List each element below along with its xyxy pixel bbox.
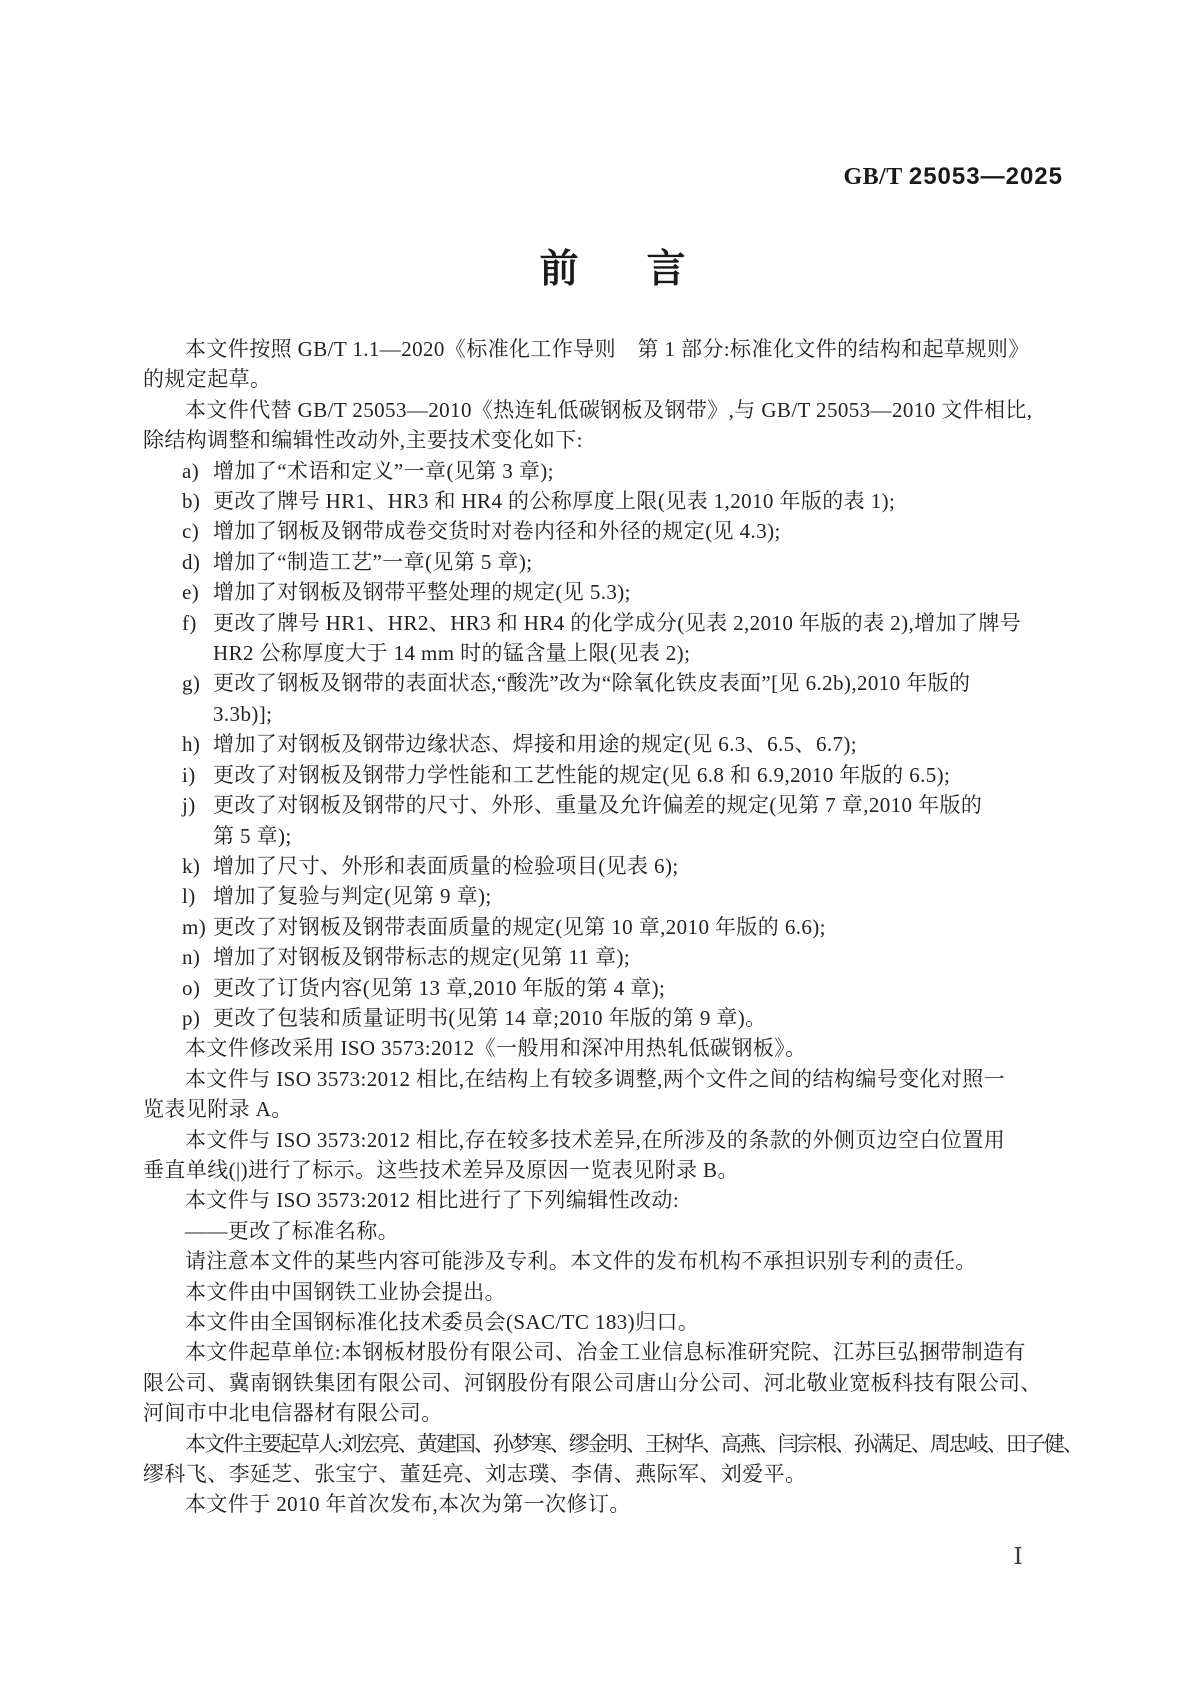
text-line: 本文件与 ISO 3573:2012 相比,在结构上有较多调整,两个文件之间的结构编号变化对照一 — [185, 1066, 1006, 1091]
change-item-label: o) — [182, 975, 201, 1000]
text-line: 更改了包装和质量证明书(见第 14 章;2010 年版的第 9 章)。 — [213, 1005, 767, 1030]
text-line: 本文件由全国钢标准化技术委员会(SAC/TC 183)归口。 — [185, 1310, 700, 1334]
text-line: 增加了对钢板及钢带标志的规定(见第 11 章); — [213, 945, 631, 970]
change-item-label: h) — [182, 732, 201, 757]
change-item-label: f) — [182, 610, 197, 635]
text-line: 本文件与 ISO 3573:2012 相比,存在较多技术差异,在所涉及的条款的外侧页边空白位置用 — [185, 1127, 1006, 1152]
text-line: 限公司、冀南钢铁集团有限公司、河钢股份有限公司唐山分公司、河北敬业宽板科技有限公司、 — [143, 1370, 1042, 1395]
paragraph-main-drafters — [143, 1429, 1082, 1490]
text-line: 垂直单线(|)进行了标示。这些技术差异及原因一览表见附录 B。 — [143, 1157, 739, 1182]
paragraph-revision-history — [143, 1489, 1061, 1519]
change-item-h — [143, 729, 1061, 759]
change-item-label: c) — [182, 519, 200, 544]
text-line: 增加了“制造工艺”一章(见第 5 章); — [213, 549, 533, 574]
foreword-title-char: 言 — [646, 248, 686, 291]
change-item-i — [143, 760, 1061, 790]
paragraph-drafting-rules — [143, 334, 1061, 395]
page-header — [0, 136, 1063, 218]
standard-code-number: 25053—2025 — [908, 163, 1063, 190]
text-line: 本文件与 ISO 3573:2012 相比进行了下列编辑性改动: — [185, 1188, 680, 1213]
text-line: 增加了复验与判定(见第 9 章); — [213, 884, 492, 909]
change-item-a — [143, 456, 1061, 486]
text-line: 本文件代替 GB/T 25053—2010《热连轧低碳钢板及钢带》,与 GB/T 25053—2010 文件相比, — [185, 397, 1033, 422]
change-item-p — [143, 1003, 1061, 1033]
change-item-label: j) — [182, 793, 196, 818]
paragraph-structure-compare — [143, 1064, 1061, 1125]
text-line: 河间市中北电信器材有限公司。 — [143, 1401, 443, 1426]
text-line: 3.3b)]; — [213, 701, 273, 726]
text-line: 增加了对钢板及钢带边缘状态、焊接和用途的规定(见 6.3、6.5、6.7); — [213, 732, 858, 757]
change-item-label: a) — [182, 458, 200, 483]
text-line: 第 5 章); — [213, 823, 292, 848]
change-item-l — [143, 881, 1061, 911]
change-item-label: d) — [182, 549, 201, 574]
change-item-label: k) — [182, 853, 201, 878]
text-line: 本文件主要起草人:刘宏亮、黄建国、孙梦寒、缪金明、王树华、高燕、闫宗根、孙满足、周忠岐、田子健、 — [185, 1431, 1082, 1456]
text-line: ——更改了标准名称。 — [185, 1218, 399, 1243]
change-item-c — [143, 516, 1061, 546]
change-item-n — [143, 942, 1061, 972]
change-item-d — [143, 547, 1061, 577]
change-item-b — [143, 486, 1061, 516]
change-item-k — [143, 851, 1061, 881]
change-item-label: l) — [182, 884, 196, 909]
foreword-body — [143, 334, 1082, 1520]
text-line: 更改了对钢板及钢带力学性能和工艺性能的规定(见 6.8 和 6.9,2010 年版的 6.5); — [213, 762, 951, 787]
paragraph-centralized-by — [143, 1307, 1061, 1337]
change-item-m — [143, 912, 1061, 942]
text-line: 更改了对钢板及钢带的尺寸、外形、重量及允许偏差的规定(见第 7 章,2010 年版的 — [213, 793, 983, 818]
text-line: 增加了“术语和定义”一章(见第 3 章); — [213, 458, 554, 483]
standard-code-prefix: GB/T — [843, 164, 909, 190]
change-item-label: m) — [182, 914, 207, 939]
change-item-label: g) — [182, 671, 201, 696]
paragraph-iso-adoption — [143, 1033, 1061, 1063]
text-line: 更改了订货内容(见第 13 章,2010 年版的第 4 章); — [213, 975, 666, 1000]
change-item-label: e) — [182, 580, 200, 605]
text-line: 更改了牌号 HR1、HR3 和 HR4 的公称厚度上限(见表 1,2010 年版的表 1); — [213, 489, 896, 514]
text-line: 增加了尺寸、外形和表面质量的检验项目(见表 6); — [213, 853, 679, 878]
text-line: 本文件起草单位:本钢板材股份有限公司、冶金工业信息标准研究院、江苏巨弘捆带制造有 — [185, 1340, 1026, 1365]
change-item-f — [143, 608, 1061, 669]
text-line: 增加了钢板及钢带成卷交货时对卷内径和外径的规定(见 4.3); — [213, 519, 781, 544]
paragraph-technical-differences — [143, 1125, 1061, 1186]
change-item-g — [143, 668, 1061, 729]
text-line: 览表见附录 A。 — [143, 1097, 293, 1122]
change-item-e — [143, 577, 1061, 607]
text-line: 本文件按照 GB/T 1.1—2020《标准化工作导则 第 1 部分:标准化文件的结构和起草规则》 — [185, 337, 1030, 361]
text-line: 除结构调整和编辑性改动外,主要技术变化如下: — [143, 428, 583, 453]
text-line: 更改了对钢板及钢带表面质量的规定(见第 10 章,2010 年版的 6.6); — [213, 914, 826, 939]
text-line: 本文件由中国钢铁工业协会提出。 — [185, 1279, 506, 1304]
paragraph-patent-notice — [143, 1246, 1061, 1276]
text-line: 本文件修改采用 ISO 3573:2012《一般用和深冲用热轧低碳钢板》。 — [185, 1036, 807, 1061]
paragraph-proposed-by — [143, 1277, 1061, 1307]
page-number: Ⅰ — [1013, 1544, 1023, 1569]
text-line: 增加了对钢板及钢带平整处理的规定(见 5.3); — [213, 580, 631, 605]
change-item-label: n) — [182, 945, 201, 970]
foreword-title-char: 前 — [539, 248, 579, 291]
paragraph-replaces — [143, 395, 1061, 456]
change-item-label: b) — [182, 489, 201, 514]
foreword-title — [17, 238, 1191, 294]
change-item-label: p) — [182, 1005, 201, 1030]
change-item-j — [143, 790, 1061, 851]
text-line: HR2 公称厚度大于 14 mm 时的锰含量上限(见表 2); — [213, 641, 691, 666]
change-item-o — [143, 973, 1061, 1003]
paragraph-name-change — [143, 1216, 1061, 1246]
change-item-label: i) — [182, 762, 196, 787]
text-line: 请注意本文件的某些内容可能涉及专利。本文件的发布机构不承担识别专利的责任。 — [185, 1249, 977, 1274]
text-line: 更改了牌号 HR1、HR2、HR3 和 HR4 的化学成分(见表 2,2010 年版的表 2),增加了牌号 — [213, 610, 1022, 635]
text-line: 的规定起草。 — [143, 367, 272, 392]
text-line: 缪科飞、李延芝、张宝宁、董廷亮、刘志璞、李倩、燕际军、刘爱平。 — [143, 1462, 807, 1487]
text-line: 更改了钢板及钢带的表面状态,“酸洗”改为“除氧化铁皮表面”[见 6.2b),2010 年版的 — [213, 671, 971, 696]
text-line: 本文件于 2010 年首次发布,本次为第一次修订。 — [185, 1492, 631, 1517]
paragraph-editorial-changes — [143, 1185, 1061, 1215]
paragraph-drafting-organizations — [143, 1337, 1061, 1428]
